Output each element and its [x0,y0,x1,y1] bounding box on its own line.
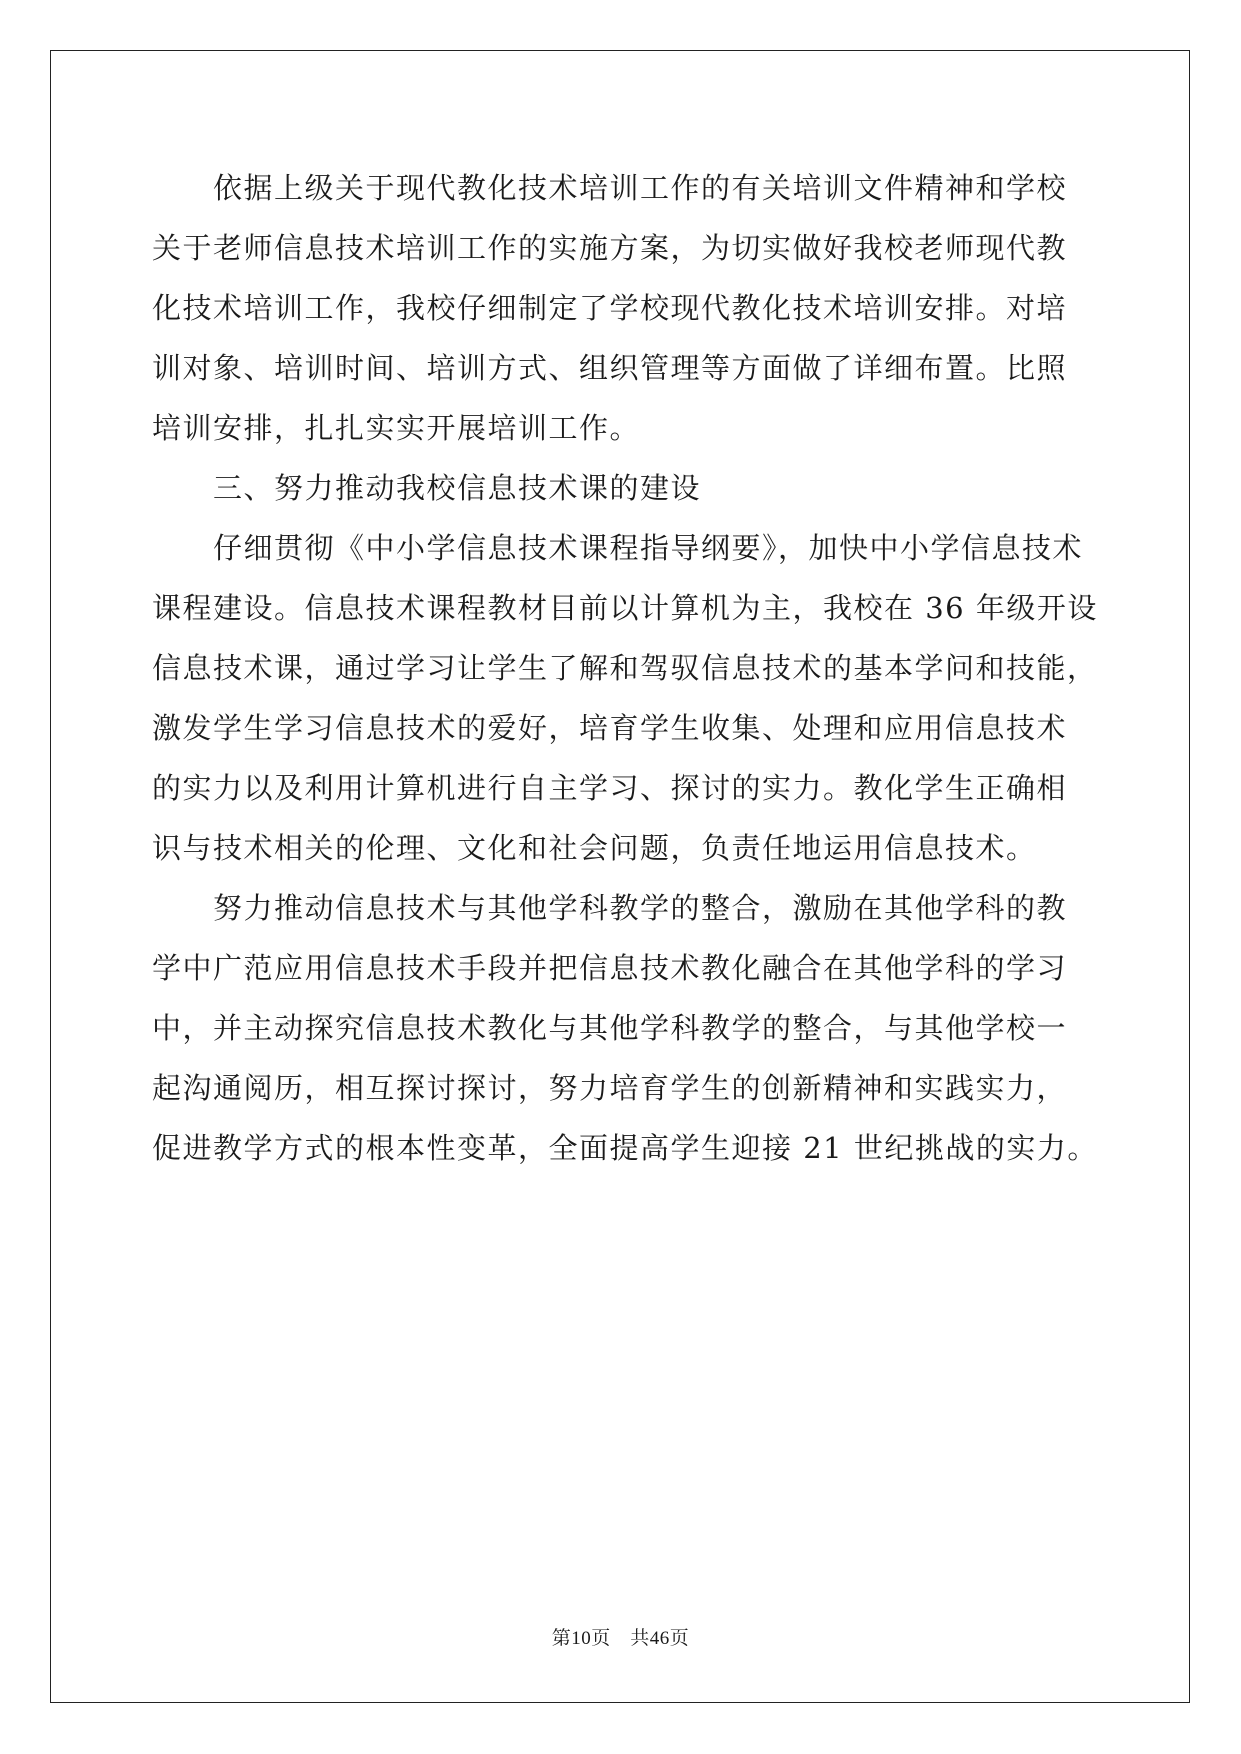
footer-mid: 页 共 [591,1627,650,1649]
text-line-1: 依据上级关于现代教化技术培训工作的有关培训文件精神和学校 [152,171,1068,205]
footer-suffix: 页 [669,1627,690,1649]
text-line-14: 学中广范应用信息技术手段并把信息技术教化融合在其他学科的学习 [152,951,1068,985]
text-line-17: 促进教学方式的根本性变革，全面提高学生迎接 21 世纪挑战的实力。 [152,1131,1098,1165]
text-line-13: 努力推动信息技术与其他学科教学的整合，激励在其他学科的教 [152,891,1068,925]
text-line-2: 关于老师信息技术培训工作的实施方案，为切实做好我校老师现代教 [152,231,1068,265]
text-line-5: 培训安排，扎扎实实开展培训工作。 [152,411,641,445]
text-line-12: 识与技术相关的伦理、文化和社会问题，负责任地运用信息技术。 [152,831,1037,865]
footer-prefix: 第 [551,1627,572,1649]
text-line-4: 训对象、培训时间、培训方式、组织管理等方面做了详细布置。比照 [152,351,1068,385]
text-line-16: 起沟通阅历，相互探讨探讨，努力培育学生的创新精神和实践实力， [152,1071,1068,1105]
text-line-15: 中，并主动探究信息技术教化与其他学科教学的整合，与其他学校一 [152,1011,1068,1045]
current-page-number: 10 [571,1628,592,1649]
text-line-11: 的实力以及利用计算机进行自主学习、探讨的实力。教化学生正确相 [152,771,1068,805]
page-footer [0,1625,1241,1652]
text-line-9: 信息技术课，通过学习让学生了解和驾驭信息技术的基本学问和技能， [152,651,1098,685]
total-page-number: 46 [649,1628,670,1649]
text-line-7: 仔细贯彻《中小学信息技术课程指导纲要》，加快中小学信息技术 [152,531,1084,565]
text-line-3: 化技术培训工作，我校仔细制定了学校现代教化技术培训安排。对培 [152,291,1068,325]
text-line-8: 课程建设。信息技术课程教材目前以计算机为主，我校在 36 年级开设 [152,591,1098,625]
section-heading: 三、努力推动我校信息技术课的建设 [152,471,702,505]
text-line-10: 激发学生学习信息技术的爱好，培育学生收集、处理和应用信息技术 [152,711,1068,745]
